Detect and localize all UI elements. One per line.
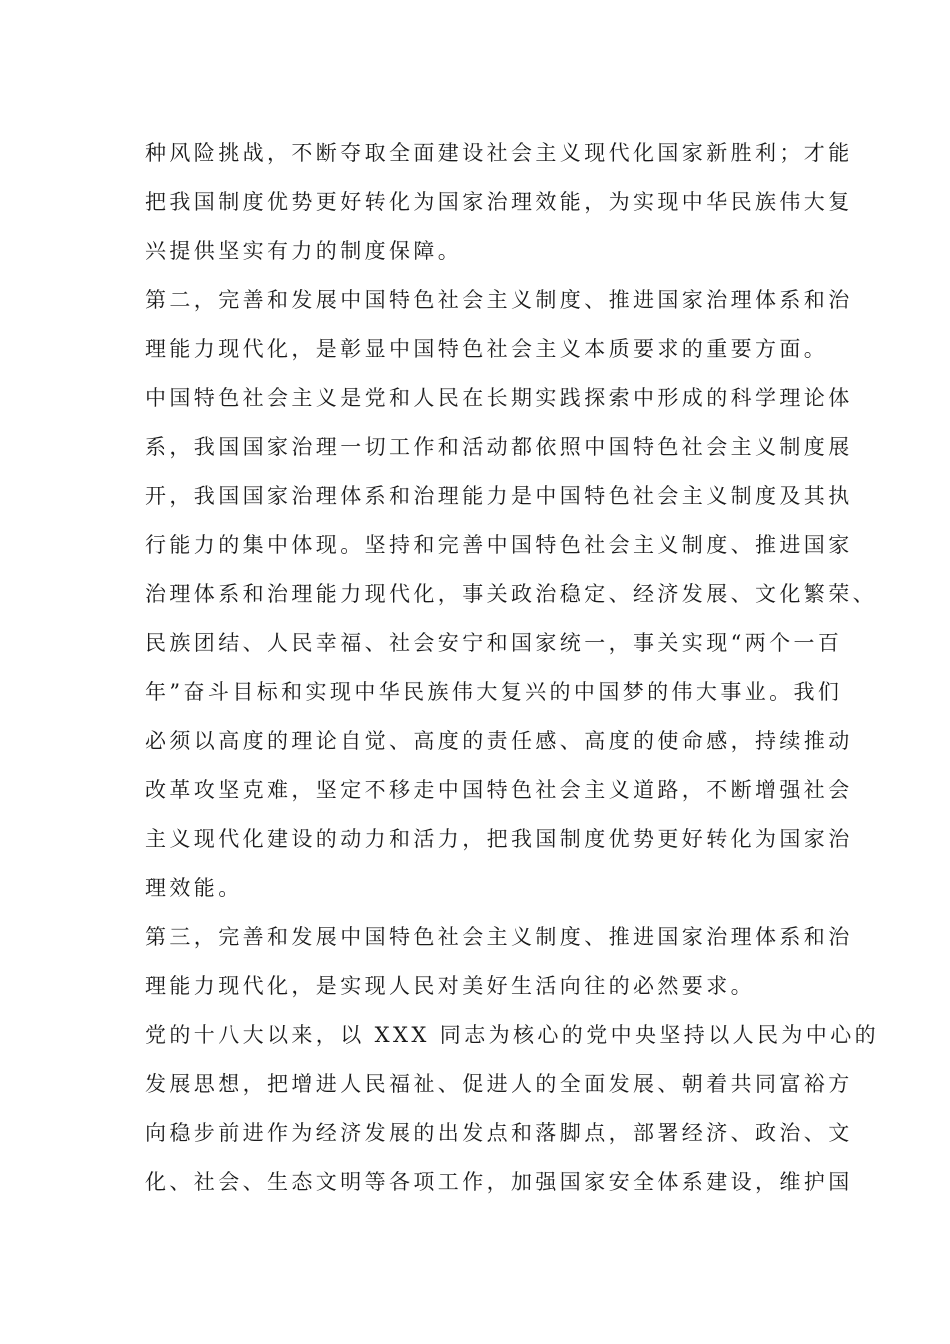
text-line: 开，我国国家治理体系和治理能力是中国特色社会主义制度及其执: [145, 484, 853, 508]
text-line: 向稳步前进作为经济发展的出发点和落脚点，部署经济、政治、文: [145, 1121, 853, 1145]
text-line: 治理体系和治理能力现代化，事关政治稳定、经济发展、文化繁荣、: [145, 582, 877, 606]
text-line: 化、社会、生态文明等各项工作，加强国家安全体系建设，维护国: [145, 1170, 853, 1194]
section-heading: 理能力现代化，是实现人民对美好生活向往的必然要求。: [145, 974, 755, 998]
text-line: 年”奋斗目标和实现中华民族伟大复兴的中国梦的伟大事业。我们: [145, 680, 843, 704]
text-line: 系，我国国家治理一切工作和活动都依照中国特色社会主义制度展: [145, 435, 853, 459]
text-line: 行能力的集中体现。坚持和完善中国特色社会主义制度、推进国家: [145, 533, 853, 557]
text-line: 民族团结、人民幸福、社会安宁和国家统一，事关实现“两个一百: [145, 631, 843, 655]
text-line: 发展思想，把增进人民福祉、促进人的全面发展、朝着共同富裕方: [145, 1072, 853, 1096]
text-line: 必须以高度的理论自觉、高度的责任感、高度的使命感，持续推动: [145, 729, 853, 753]
text-line: 种风险挑战，不断夺取全面建设社会主义现代化国家新胜利；才能: [145, 141, 853, 165]
section-heading: 理能力现代化，是彰显中国特色社会主义本质要求的重要方面。: [145, 337, 829, 361]
text-line: 改革攻坚克难，坚定不移走中国特色社会主义道路，不断增强社会: [145, 778, 853, 802]
text-line: 主义现代化建设的动力和活力，把我国制度优势更好转化为国家治: [145, 827, 853, 851]
section-heading: 第三，完善和发展中国特色社会主义制度、推进国家治理体系和治: [145, 925, 853, 949]
text-line: 兴提供坚实有力的制度保障。: [145, 239, 463, 263]
text-line: 中国特色社会主义是党和人民在长期实践探索中形成的科学理论体: [145, 386, 853, 410]
section-heading: 第二，完善和发展中国特色社会主义制度、推进国家治理体系和治: [145, 288, 853, 312]
text-line: 把我国制度优势更好转化为国家治理效能，为实现中华民族伟大复: [145, 190, 853, 214]
text-line: 理效能。: [145, 876, 243, 900]
text-line: 党的十八大以来，以 XXX 同志为核心的党中央坚持以人民为中心的: [145, 1023, 879, 1047]
